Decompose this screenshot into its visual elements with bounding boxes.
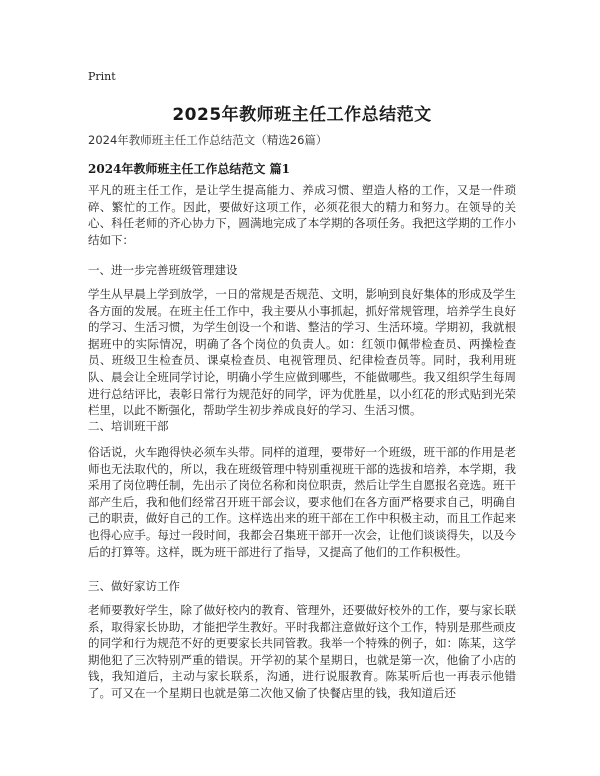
section-1-body: 学生从早晨上学到放学，一日的常规是否规范、文明，影响到良好集体的形成及学生各方面的发展。在班主任工作中，我主要从小事抓起，抓好常规管理，培养学生良好的学习、生活习惯，为学生创设一个和谐、整洁的学习、生活环境。学期初，我就根据班中的实际情况，明确了各个岗位的负责人。如：红领巾佩带检查员、两操检查员、班级卫生检查员、课桌检查员、电视管理员、纪律检查员等。同时，我利用班队、晨会让全班同学讨论，明确小学生应做到哪些，不能做哪些。我又组织学生每周进行总结评比，表彰日常行为规范好的同学，评为优胜星，以小红花的形式贴到光荣栏里，以此不断强化，帮助学生初步养成良好的学习、生活习惯。 xyxy=(88,287,516,418)
section-3-heading: 三、做好家访工作 xyxy=(88,579,180,593)
intro-paragraph: 平凡的班主任工作，是让学生提高能力、养成习惯、塑造人格的工作，又是一件琐碎、繁忙的工作。因此，要做好这项工作，必须花很大的精力和努力。在领导的关心、科任老师的齐心协力下，圆满地完成了本学期的各项任务。我把这学期的工作小结如下： xyxy=(88,183,516,247)
section-3-body: 老师要教好学生，除了做好校内的教育、管理外，还要做好校外的工作，要与家长联系，取得家长协助，才能把学生教好。平时我都注意做好这个工作，特别是那些顽皮的同学和行为规范不好的更要家长共同管教。我举一个特殊的例子，如：陈某，这学期他犯了三次特别严重的错误。开学初的某个星期日，也就是第一次，他偷了小店的钱，我知道后，主动与家长联系，沟通，进行说服教育。陈某听后也一再表示他错了。可又在一个星期日也就是第二次他又偷了快餐店里的钱，我知道后还 xyxy=(88,603,516,700)
print-link[interactable]: Print xyxy=(88,70,116,83)
section-2-body: 俗话说，火车跑得快必须车头带。同样的道理，要带好一个班级，班干部的作用是老师也无法取代的，所以，我在班级管理中特别重视班干部的选拔和培养，本学期，我采用了岗位聘任制，先出示了岗位名称和岗位职责，然后让学生自愿报名竞选。班干部产生后，我和他们经常召开班干部会议，要求他们在各方面严格要求自己，明确自己的职责，做好自己的工作。这样选出来的班干部在工作中积极主动，而且工作起来也得心应手。每过一段时间，我都会召集班干部开一次会，让他们谈谈得失，以及今后的打算等。这样，既为班干部进行了指导，又提高了他们的工作积极性。 xyxy=(88,445,516,559)
document-subtitle: 2024年教师班主任工作总结范文（精选26篇） xyxy=(88,133,328,147)
section-2-heading: 二、培训班干部 xyxy=(88,419,169,433)
document-title: 2025年教师班主任工作总结范文 xyxy=(172,105,432,125)
section-1-heading: 一、进一步完善班级管理建设 xyxy=(88,263,238,277)
section-heading: 2024年教师班主任工作总结范文 篇1 xyxy=(88,162,290,176)
